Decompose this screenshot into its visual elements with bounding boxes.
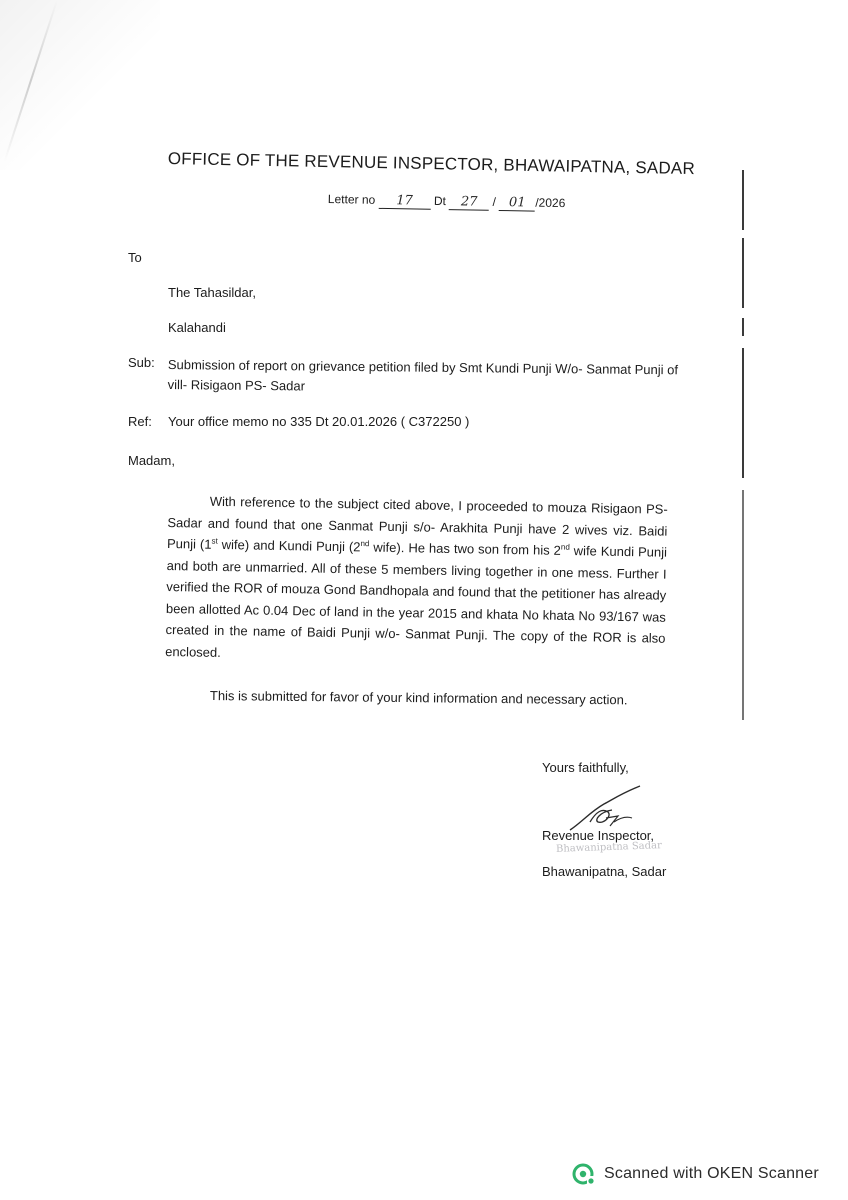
scan-margin-mark — [742, 238, 744, 308]
date-label: Dt — [433, 193, 447, 209]
letter-reference-line: Letter no 17 Dt 27 / 01 /2026 — [327, 192, 566, 211]
office-stamp: Bhawanipatna Sadar — [555, 840, 663, 855]
closing-line: This is submitted for favor of your kind information and necessary action. — [209, 688, 628, 708]
salutation: Madam, — [128, 453, 175, 468]
addressee: The Tahasildar, — [168, 285, 256, 300]
scan-margin-mark — [742, 348, 744, 478]
scanner-watermark — [572, 1162, 819, 1186]
signatory-title: Revenue Inspector, — [542, 828, 655, 843]
yours-faithfully: Yours faithfully, — [542, 760, 629, 775]
reference-label: Ref: — [128, 414, 152, 429]
letter-no-label: Letter no — [327, 192, 376, 207]
scan-margin-mark — [742, 490, 744, 720]
to-label: To — [128, 250, 142, 265]
scan-margin-mark — [742, 170, 744, 230]
date-month: 01 — [499, 195, 535, 212]
subject-text: Submission of report on grievance petition filed by Smt Kundi Punji W/o- Sanmat Punji of vill- Risigaon PS- Sadar — [167, 356, 679, 394]
scan-edge-shadow — [0, 0, 160, 170]
scan-margin-mark — [742, 318, 744, 336]
date-day: 27 — [449, 194, 489, 211]
addressee-district: Kalahandi — [168, 320, 226, 335]
scanner-label: Scanned with OKEN Scanner — [604, 1165, 819, 1182]
office-title: OFFICE OF THE REVENUE INSPECTOR, BHAWAIPATNA, SADAR — [167, 149, 696, 179]
body-paragraph: With reference to the subject cited above, I proceeded to mouza Risigaon PS- Sadar and found that one Sanmat Punji s/o- Arakhita Punji have 2 wives viz. Baidi Punji (1st wife) and Kundi Punji (2nd wife). He has two son from his 2nd wife Kundi Punji and both are unmarried. All of these 5 members living together in one mess. Further I verified the ROR of mouza Gond Bandhopala and found that the petitioner has already been allotted Ac 0.04 Dec of land in the year 2015 and khata No khata No 93/167 was created in the name of Baidi Punji w/o- Sanmat Punji. The copy of the ROR is also enclosed. — [165, 493, 668, 660]
signatory-place: Bhawanipatna, Sadar — [542, 864, 667, 879]
oken-scanner-logo-icon — [572, 1163, 594, 1185]
date-year: /2026 — [535, 195, 566, 211]
letter-no-value: 17 — [378, 193, 430, 210]
subject-label: Sub: — [128, 355, 155, 370]
reference-text: Your office memo no 335 Dt 20.01.2026 ( C372250 ) — [168, 414, 470, 429]
